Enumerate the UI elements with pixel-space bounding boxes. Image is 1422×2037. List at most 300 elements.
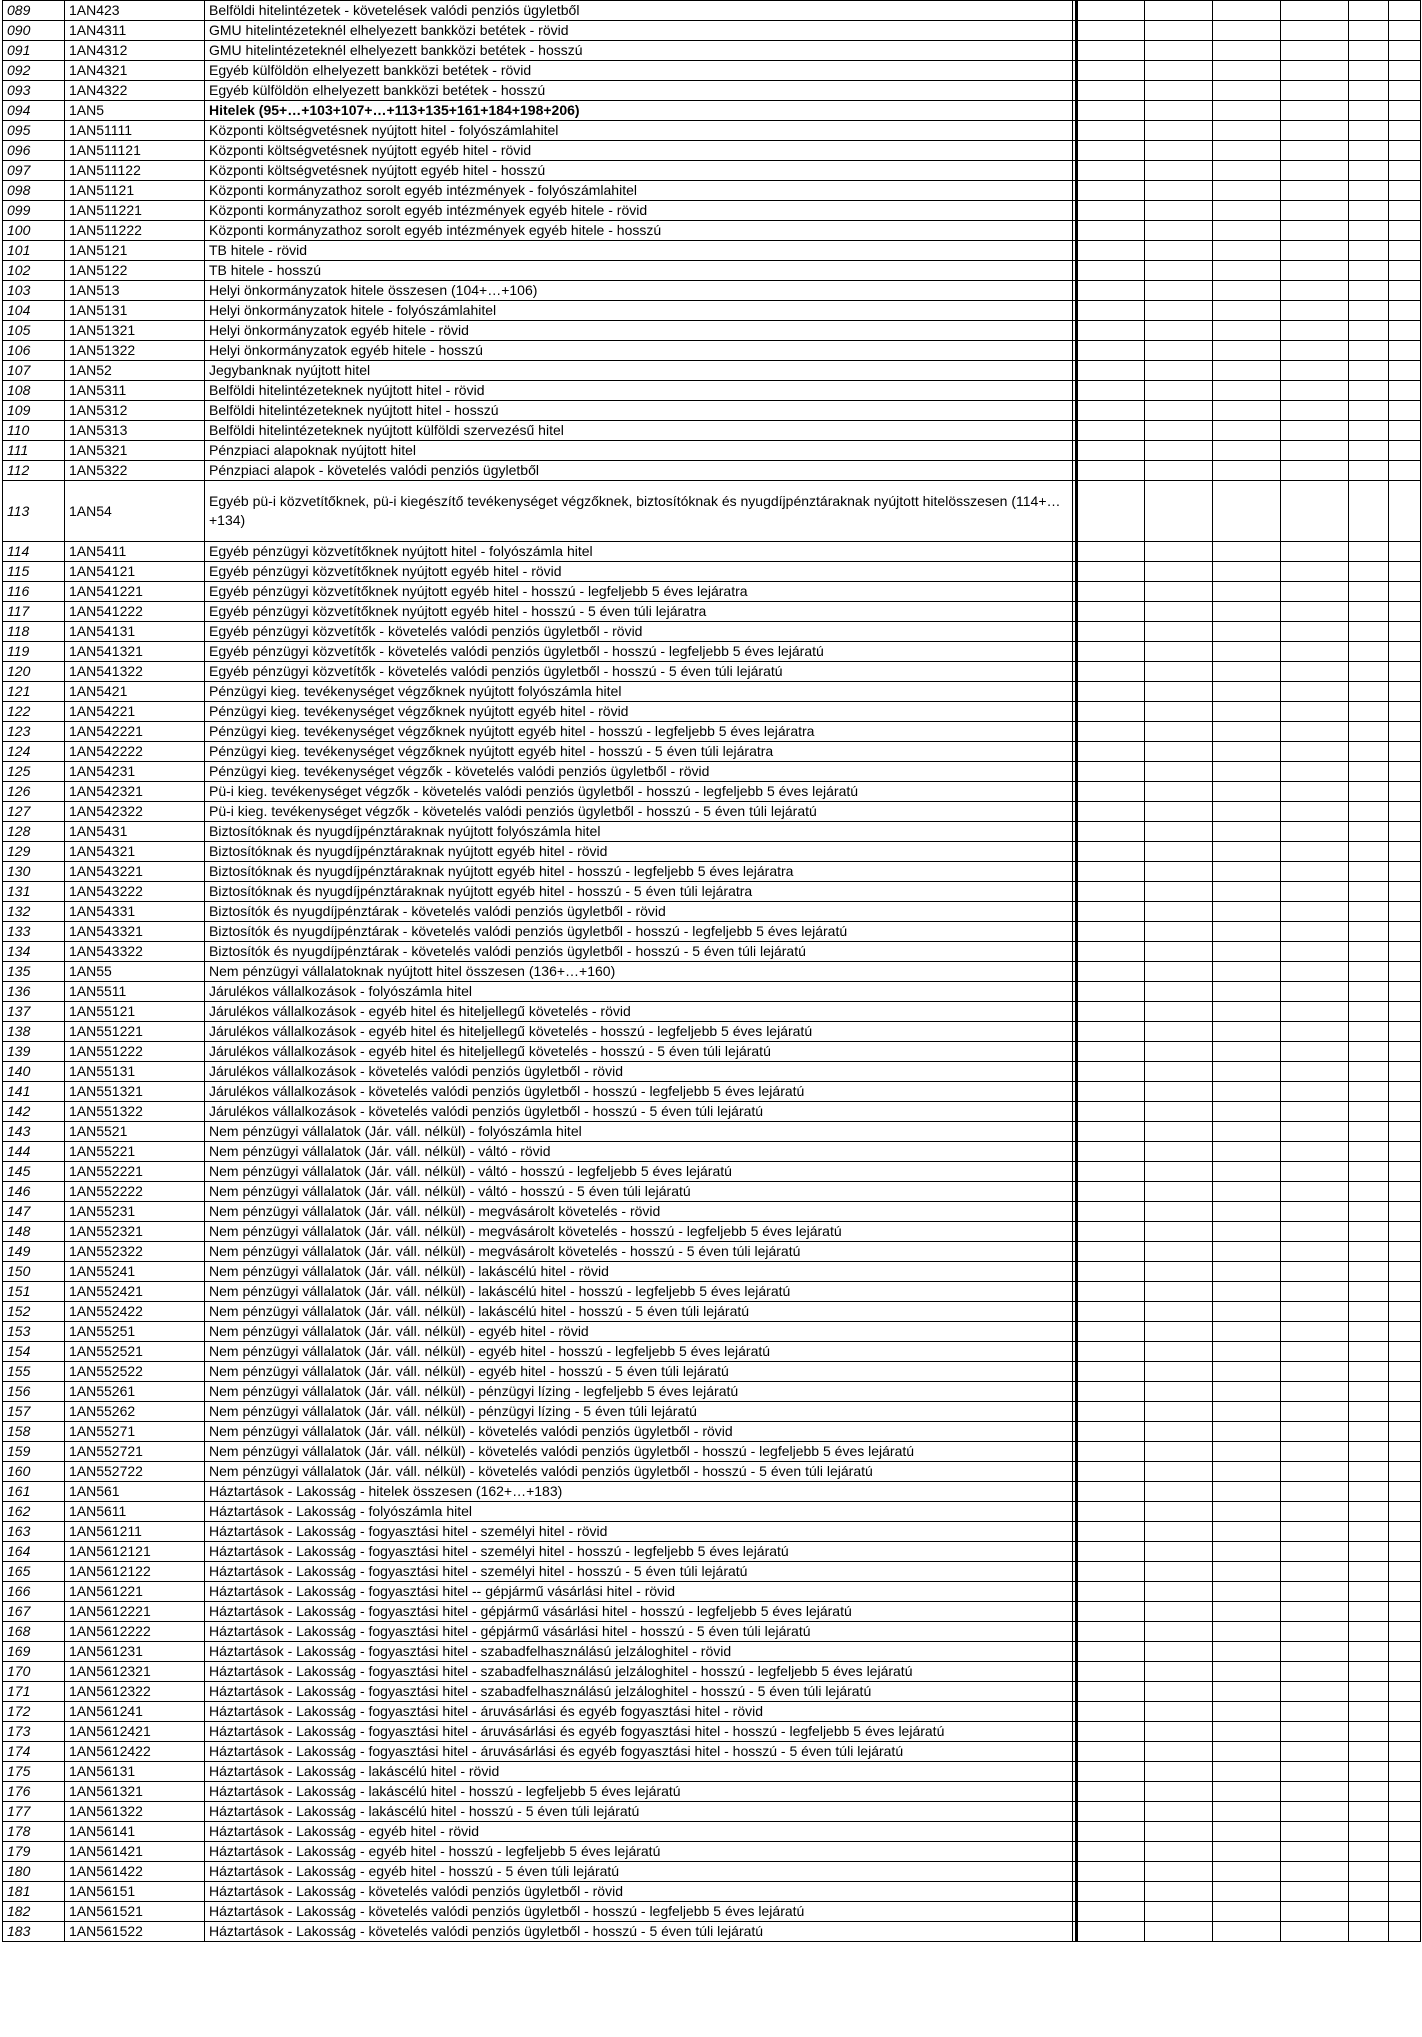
value-cell-1[interactable] bbox=[1077, 1262, 1145, 1282]
value-cell-6[interactable] bbox=[1389, 1262, 1421, 1282]
value-cell-6[interactable] bbox=[1389, 441, 1421, 461]
value-cell-2[interactable] bbox=[1145, 1042, 1213, 1062]
value-cell-4[interactable] bbox=[1281, 261, 1349, 281]
value-cell-4[interactable] bbox=[1281, 1542, 1349, 1562]
value-cell-4[interactable] bbox=[1281, 221, 1349, 241]
value-cell-4[interactable] bbox=[1281, 1162, 1349, 1182]
value-cell-3[interactable] bbox=[1213, 61, 1281, 81]
value-cell-6[interactable] bbox=[1389, 902, 1421, 922]
value-cell-3[interactable] bbox=[1213, 141, 1281, 161]
value-cell-3[interactable] bbox=[1213, 1902, 1281, 1922]
value-cell-1[interactable] bbox=[1077, 341, 1145, 361]
value-cell-6[interactable] bbox=[1389, 341, 1421, 361]
value-cell-5[interactable] bbox=[1349, 1842, 1389, 1862]
value-cell-3[interactable] bbox=[1213, 1682, 1281, 1702]
value-cell-3[interactable] bbox=[1213, 902, 1281, 922]
value-cell-6[interactable] bbox=[1389, 1502, 1421, 1522]
value-cell-4[interactable] bbox=[1281, 942, 1349, 962]
value-cell-6[interactable] bbox=[1389, 401, 1421, 421]
value-cell-3[interactable] bbox=[1213, 1282, 1281, 1302]
value-cell-6[interactable] bbox=[1389, 1, 1421, 21]
value-cell-3[interactable] bbox=[1213, 1102, 1281, 1122]
value-cell-1[interactable] bbox=[1077, 902, 1145, 922]
value-cell-5[interactable] bbox=[1349, 542, 1389, 562]
value-cell-6[interactable] bbox=[1389, 622, 1421, 642]
value-cell-1[interactable] bbox=[1077, 101, 1145, 121]
value-cell-1[interactable] bbox=[1077, 682, 1145, 702]
value-cell-4[interactable] bbox=[1281, 1442, 1349, 1462]
value-cell-5[interactable] bbox=[1349, 1862, 1389, 1882]
value-cell-2[interactable] bbox=[1145, 542, 1213, 562]
value-cell-3[interactable] bbox=[1213, 1622, 1281, 1642]
value-cell-6[interactable] bbox=[1389, 121, 1421, 141]
value-cell-1[interactable] bbox=[1077, 1782, 1145, 1802]
value-cell-2[interactable] bbox=[1145, 642, 1213, 662]
value-cell-3[interactable] bbox=[1213, 1062, 1281, 1082]
value-cell-3[interactable] bbox=[1213, 722, 1281, 742]
value-cell-4[interactable] bbox=[1281, 401, 1349, 421]
value-cell-2[interactable] bbox=[1145, 682, 1213, 702]
value-cell-6[interactable] bbox=[1389, 21, 1421, 41]
value-cell-4[interactable] bbox=[1281, 1202, 1349, 1222]
value-cell-1[interactable] bbox=[1077, 1322, 1145, 1342]
value-cell-1[interactable] bbox=[1077, 1822, 1145, 1842]
value-cell-2[interactable] bbox=[1145, 41, 1213, 61]
value-cell-2[interactable] bbox=[1145, 21, 1213, 41]
value-cell-2[interactable] bbox=[1145, 81, 1213, 101]
value-cell-6[interactable] bbox=[1389, 1902, 1421, 1922]
value-cell-1[interactable] bbox=[1077, 822, 1145, 842]
value-cell-1[interactable] bbox=[1077, 1222, 1145, 1242]
value-cell-5[interactable] bbox=[1349, 1142, 1389, 1162]
value-cell-1[interactable] bbox=[1077, 361, 1145, 381]
value-cell-1[interactable] bbox=[1077, 1682, 1145, 1702]
value-cell-2[interactable] bbox=[1145, 1202, 1213, 1222]
value-cell-4[interactable] bbox=[1281, 1462, 1349, 1482]
value-cell-5[interactable] bbox=[1349, 221, 1389, 241]
value-cell-5[interactable] bbox=[1349, 762, 1389, 782]
value-cell-4[interactable] bbox=[1281, 141, 1349, 161]
value-cell-5[interactable] bbox=[1349, 1622, 1389, 1642]
value-cell-1[interactable] bbox=[1077, 421, 1145, 441]
value-cell-4[interactable] bbox=[1281, 562, 1349, 582]
value-cell-3[interactable] bbox=[1213, 1802, 1281, 1822]
value-cell-4[interactable] bbox=[1281, 181, 1349, 201]
value-cell-6[interactable] bbox=[1389, 942, 1421, 962]
value-cell-4[interactable] bbox=[1281, 1422, 1349, 1442]
value-cell-5[interactable] bbox=[1349, 782, 1389, 802]
value-cell-4[interactable] bbox=[1281, 1682, 1349, 1702]
value-cell-1[interactable] bbox=[1077, 1022, 1145, 1042]
value-cell-5[interactable] bbox=[1349, 1542, 1389, 1562]
value-cell-5[interactable] bbox=[1349, 341, 1389, 361]
value-cell-5[interactable] bbox=[1349, 381, 1389, 401]
value-cell-1[interactable] bbox=[1077, 401, 1145, 421]
value-cell-2[interactable] bbox=[1145, 902, 1213, 922]
value-cell-1[interactable] bbox=[1077, 1082, 1145, 1102]
value-cell-3[interactable] bbox=[1213, 742, 1281, 762]
value-cell-2[interactable] bbox=[1145, 1902, 1213, 1922]
value-cell-2[interactable] bbox=[1145, 862, 1213, 882]
value-cell-5[interactable] bbox=[1349, 1442, 1389, 1462]
value-cell-2[interactable] bbox=[1145, 241, 1213, 261]
value-cell-1[interactable] bbox=[1077, 1382, 1145, 1402]
value-cell-2[interactable] bbox=[1145, 1462, 1213, 1482]
value-cell-2[interactable] bbox=[1145, 1482, 1213, 1502]
value-cell-2[interactable] bbox=[1145, 1122, 1213, 1142]
value-cell-3[interactable] bbox=[1213, 201, 1281, 221]
value-cell-1[interactable] bbox=[1077, 802, 1145, 822]
value-cell-3[interactable] bbox=[1213, 161, 1281, 181]
value-cell-1[interactable] bbox=[1077, 1042, 1145, 1062]
value-cell-2[interactable] bbox=[1145, 982, 1213, 1002]
value-cell-4[interactable] bbox=[1281, 682, 1349, 702]
value-cell-5[interactable] bbox=[1349, 1082, 1389, 1102]
value-cell-5[interactable] bbox=[1349, 281, 1389, 301]
value-cell-4[interactable] bbox=[1281, 622, 1349, 642]
value-cell-6[interactable] bbox=[1389, 842, 1421, 862]
value-cell-3[interactable] bbox=[1213, 261, 1281, 281]
value-cell-1[interactable] bbox=[1077, 562, 1145, 582]
value-cell-3[interactable] bbox=[1213, 762, 1281, 782]
value-cell-1[interactable] bbox=[1077, 481, 1145, 542]
value-cell-5[interactable] bbox=[1349, 1682, 1389, 1702]
value-cell-6[interactable] bbox=[1389, 1862, 1421, 1882]
value-cell-5[interactable] bbox=[1349, 1822, 1389, 1842]
value-cell-3[interactable] bbox=[1213, 1382, 1281, 1402]
value-cell-4[interactable] bbox=[1281, 1522, 1349, 1542]
value-cell-3[interactable] bbox=[1213, 101, 1281, 121]
value-cell-2[interactable] bbox=[1145, 1142, 1213, 1162]
value-cell-3[interactable] bbox=[1213, 381, 1281, 401]
value-cell-4[interactable] bbox=[1281, 201, 1349, 221]
value-cell-2[interactable] bbox=[1145, 1442, 1213, 1462]
value-cell-3[interactable] bbox=[1213, 1822, 1281, 1842]
value-cell-6[interactable] bbox=[1389, 1622, 1421, 1642]
value-cell-4[interactable] bbox=[1281, 922, 1349, 942]
value-cell-6[interactable] bbox=[1389, 982, 1421, 1002]
value-cell-4[interactable] bbox=[1281, 722, 1349, 742]
value-cell-3[interactable] bbox=[1213, 702, 1281, 722]
value-cell-1[interactable] bbox=[1077, 61, 1145, 81]
value-cell-3[interactable] bbox=[1213, 802, 1281, 822]
value-cell-6[interactable] bbox=[1389, 1602, 1421, 1622]
value-cell-4[interactable] bbox=[1281, 1662, 1349, 1682]
value-cell-4[interactable] bbox=[1281, 1002, 1349, 1022]
value-cell-2[interactable] bbox=[1145, 1402, 1213, 1422]
value-cell-4[interactable] bbox=[1281, 842, 1349, 862]
value-cell-2[interactable] bbox=[1145, 1342, 1213, 1362]
value-cell-3[interactable] bbox=[1213, 1842, 1281, 1862]
value-cell-1[interactable] bbox=[1077, 1102, 1145, 1122]
value-cell-2[interactable] bbox=[1145, 782, 1213, 802]
value-cell-6[interactable] bbox=[1389, 662, 1421, 682]
value-cell-6[interactable] bbox=[1389, 742, 1421, 762]
value-cell-3[interactable] bbox=[1213, 1462, 1281, 1482]
value-cell-6[interactable] bbox=[1389, 1282, 1421, 1302]
value-cell-4[interactable] bbox=[1281, 361, 1349, 381]
value-cell-1[interactable] bbox=[1077, 842, 1145, 862]
value-cell-4[interactable] bbox=[1281, 862, 1349, 882]
value-cell-1[interactable] bbox=[1077, 1842, 1145, 1862]
value-cell-5[interactable] bbox=[1349, 1202, 1389, 1222]
value-cell-6[interactable] bbox=[1389, 702, 1421, 722]
value-cell-6[interactable] bbox=[1389, 1242, 1421, 1262]
value-cell-4[interactable] bbox=[1281, 121, 1349, 141]
value-cell-5[interactable] bbox=[1349, 942, 1389, 962]
value-cell-5[interactable] bbox=[1349, 361, 1389, 381]
value-cell-2[interactable] bbox=[1145, 1882, 1213, 1902]
value-cell-2[interactable] bbox=[1145, 582, 1213, 602]
value-cell-2[interactable] bbox=[1145, 1522, 1213, 1542]
value-cell-5[interactable] bbox=[1349, 1222, 1389, 1242]
value-cell-2[interactable] bbox=[1145, 221, 1213, 241]
value-cell-6[interactable] bbox=[1389, 61, 1421, 81]
value-cell-5[interactable] bbox=[1349, 161, 1389, 181]
value-cell-1[interactable] bbox=[1077, 201, 1145, 221]
value-cell-4[interactable] bbox=[1281, 461, 1349, 481]
value-cell-1[interactable] bbox=[1077, 1562, 1145, 1582]
value-cell-4[interactable] bbox=[1281, 1502, 1349, 1522]
value-cell-6[interactable] bbox=[1389, 1882, 1421, 1902]
value-cell-6[interactable] bbox=[1389, 101, 1421, 121]
value-cell-2[interactable] bbox=[1145, 1922, 1213, 1942]
value-cell-5[interactable] bbox=[1349, 1302, 1389, 1322]
value-cell-5[interactable] bbox=[1349, 1102, 1389, 1122]
value-cell-6[interactable] bbox=[1389, 1202, 1421, 1222]
value-cell-6[interactable] bbox=[1389, 1642, 1421, 1662]
value-cell-2[interactable] bbox=[1145, 1022, 1213, 1042]
value-cell-6[interactable] bbox=[1389, 782, 1421, 802]
value-cell-6[interactable] bbox=[1389, 1362, 1421, 1382]
value-cell-2[interactable] bbox=[1145, 301, 1213, 321]
value-cell-1[interactable] bbox=[1077, 121, 1145, 141]
value-cell-3[interactable] bbox=[1213, 301, 1281, 321]
value-cell-4[interactable] bbox=[1281, 161, 1349, 181]
value-cell-1[interactable] bbox=[1077, 762, 1145, 782]
value-cell-5[interactable] bbox=[1349, 1162, 1389, 1182]
value-cell-3[interactable] bbox=[1213, 1662, 1281, 1682]
value-cell-5[interactable] bbox=[1349, 642, 1389, 662]
value-cell-5[interactable] bbox=[1349, 1702, 1389, 1722]
value-cell-3[interactable] bbox=[1213, 1482, 1281, 1502]
value-cell-5[interactable] bbox=[1349, 1882, 1389, 1902]
value-cell-6[interactable] bbox=[1389, 1482, 1421, 1502]
value-cell-4[interactable] bbox=[1281, 1102, 1349, 1122]
value-cell-2[interactable] bbox=[1145, 141, 1213, 161]
value-cell-4[interactable] bbox=[1281, 1622, 1349, 1642]
value-cell-4[interactable] bbox=[1281, 702, 1349, 722]
value-cell-6[interactable] bbox=[1389, 722, 1421, 742]
value-cell-5[interactable] bbox=[1349, 1042, 1389, 1062]
value-cell-6[interactable] bbox=[1389, 1422, 1421, 1442]
value-cell-5[interactable] bbox=[1349, 622, 1389, 642]
value-cell-5[interactable] bbox=[1349, 61, 1389, 81]
value-cell-1[interactable] bbox=[1077, 542, 1145, 562]
value-cell-5[interactable] bbox=[1349, 1482, 1389, 1502]
value-cell-3[interactable] bbox=[1213, 1202, 1281, 1222]
value-cell-2[interactable] bbox=[1145, 201, 1213, 221]
value-cell-1[interactable] bbox=[1077, 181, 1145, 201]
value-cell-5[interactable] bbox=[1349, 1762, 1389, 1782]
value-cell-5[interactable] bbox=[1349, 922, 1389, 942]
value-cell-5[interactable] bbox=[1349, 1402, 1389, 1422]
value-cell-1[interactable] bbox=[1077, 221, 1145, 241]
value-cell-1[interactable] bbox=[1077, 742, 1145, 762]
value-cell-1[interactable] bbox=[1077, 281, 1145, 301]
value-cell-4[interactable] bbox=[1281, 1742, 1349, 1762]
value-cell-2[interactable] bbox=[1145, 121, 1213, 141]
value-cell-3[interactable] bbox=[1213, 1562, 1281, 1582]
value-cell-4[interactable] bbox=[1281, 1722, 1349, 1742]
value-cell-2[interactable] bbox=[1145, 1282, 1213, 1302]
value-cell-2[interactable] bbox=[1145, 762, 1213, 782]
value-cell-4[interactable] bbox=[1281, 21, 1349, 41]
value-cell-1[interactable] bbox=[1077, 1, 1145, 21]
value-cell-4[interactable] bbox=[1281, 1402, 1349, 1422]
value-cell-5[interactable] bbox=[1349, 441, 1389, 461]
value-cell-1[interactable] bbox=[1077, 1242, 1145, 1262]
value-cell-4[interactable] bbox=[1281, 642, 1349, 662]
value-cell-4[interactable] bbox=[1281, 1642, 1349, 1662]
value-cell-3[interactable] bbox=[1213, 121, 1281, 141]
value-cell-4[interactable] bbox=[1281, 421, 1349, 441]
value-cell-6[interactable] bbox=[1389, 1342, 1421, 1362]
value-cell-4[interactable] bbox=[1281, 281, 1349, 301]
value-cell-3[interactable] bbox=[1213, 1722, 1281, 1742]
value-cell-4[interactable] bbox=[1281, 1362, 1349, 1382]
value-cell-2[interactable] bbox=[1145, 1822, 1213, 1842]
value-cell-5[interactable] bbox=[1349, 1362, 1389, 1382]
value-cell-1[interactable] bbox=[1077, 662, 1145, 682]
value-cell-5[interactable] bbox=[1349, 722, 1389, 742]
value-cell-5[interactable] bbox=[1349, 1602, 1389, 1622]
value-cell-3[interactable] bbox=[1213, 1602, 1281, 1622]
value-cell-6[interactable] bbox=[1389, 1222, 1421, 1242]
value-cell-5[interactable] bbox=[1349, 321, 1389, 341]
value-cell-3[interactable] bbox=[1213, 1542, 1281, 1562]
value-cell-1[interactable] bbox=[1077, 1802, 1145, 1822]
value-cell-2[interactable] bbox=[1145, 882, 1213, 902]
value-cell-1[interactable] bbox=[1077, 1062, 1145, 1082]
value-cell-4[interactable] bbox=[1281, 1822, 1349, 1842]
value-cell-4[interactable] bbox=[1281, 1242, 1349, 1262]
value-cell-1[interactable] bbox=[1077, 622, 1145, 642]
value-cell-1[interactable] bbox=[1077, 702, 1145, 722]
value-cell-1[interactable] bbox=[1077, 1402, 1145, 1422]
value-cell-1[interactable] bbox=[1077, 1582, 1145, 1602]
value-cell-4[interactable] bbox=[1281, 1302, 1349, 1322]
value-cell-1[interactable] bbox=[1077, 41, 1145, 61]
value-cell-4[interactable] bbox=[1281, 61, 1349, 81]
value-cell-1[interactable] bbox=[1077, 1922, 1145, 1942]
value-cell-2[interactable] bbox=[1145, 1062, 1213, 1082]
value-cell-1[interactable] bbox=[1077, 1142, 1145, 1162]
value-cell-3[interactable] bbox=[1213, 81, 1281, 101]
value-cell-2[interactable] bbox=[1145, 1622, 1213, 1642]
value-cell-5[interactable] bbox=[1349, 962, 1389, 982]
value-cell-3[interactable] bbox=[1213, 842, 1281, 862]
value-cell-1[interactable] bbox=[1077, 1282, 1145, 1302]
value-cell-4[interactable] bbox=[1281, 1022, 1349, 1042]
value-cell-5[interactable] bbox=[1349, 862, 1389, 882]
value-cell-3[interactable] bbox=[1213, 962, 1281, 982]
value-cell-5[interactable] bbox=[1349, 1642, 1389, 1662]
value-cell-5[interactable] bbox=[1349, 882, 1389, 902]
value-cell-1[interactable] bbox=[1077, 1622, 1145, 1642]
value-cell-6[interactable] bbox=[1389, 1382, 1421, 1402]
value-cell-4[interactable] bbox=[1281, 742, 1349, 762]
value-cell-2[interactable] bbox=[1145, 1502, 1213, 1522]
value-cell-6[interactable] bbox=[1389, 1122, 1421, 1142]
value-cell-4[interactable] bbox=[1281, 662, 1349, 682]
value-cell-2[interactable] bbox=[1145, 1702, 1213, 1722]
value-cell-6[interactable] bbox=[1389, 1842, 1421, 1862]
value-cell-2[interactable] bbox=[1145, 1542, 1213, 1562]
value-cell-5[interactable] bbox=[1349, 1742, 1389, 1762]
value-cell-3[interactable] bbox=[1213, 221, 1281, 241]
value-cell-5[interactable] bbox=[1349, 822, 1389, 842]
value-cell-1[interactable] bbox=[1077, 381, 1145, 401]
value-cell-3[interactable] bbox=[1213, 401, 1281, 421]
value-cell-5[interactable] bbox=[1349, 121, 1389, 141]
value-cell-4[interactable] bbox=[1281, 441, 1349, 461]
value-cell-5[interactable] bbox=[1349, 1342, 1389, 1362]
value-cell-5[interactable] bbox=[1349, 602, 1389, 622]
value-cell-1[interactable] bbox=[1077, 862, 1145, 882]
value-cell-4[interactable] bbox=[1281, 381, 1349, 401]
value-cell-1[interactable] bbox=[1077, 1182, 1145, 1202]
value-cell-4[interactable] bbox=[1281, 321, 1349, 341]
value-cell-2[interactable] bbox=[1145, 1582, 1213, 1602]
value-cell-5[interactable] bbox=[1349, 1922, 1389, 1942]
value-cell-5[interactable] bbox=[1349, 902, 1389, 922]
value-cell-4[interactable] bbox=[1281, 1782, 1349, 1802]
value-cell-2[interactable] bbox=[1145, 101, 1213, 121]
value-cell-4[interactable] bbox=[1281, 982, 1349, 1002]
value-cell-4[interactable] bbox=[1281, 101, 1349, 121]
value-cell-6[interactable] bbox=[1389, 1082, 1421, 1102]
value-cell-1[interactable] bbox=[1077, 1602, 1145, 1622]
value-cell-2[interactable] bbox=[1145, 1362, 1213, 1382]
value-cell-6[interactable] bbox=[1389, 381, 1421, 401]
value-cell-2[interactable] bbox=[1145, 1102, 1213, 1122]
value-cell-2[interactable] bbox=[1145, 1802, 1213, 1822]
value-cell-3[interactable] bbox=[1213, 1, 1281, 21]
value-cell-4[interactable] bbox=[1281, 81, 1349, 101]
value-cell-3[interactable] bbox=[1213, 1782, 1281, 1802]
value-cell-6[interactable] bbox=[1389, 1782, 1421, 1802]
value-cell-6[interactable] bbox=[1389, 421, 1421, 441]
value-cell-6[interactable] bbox=[1389, 221, 1421, 241]
value-cell-5[interactable] bbox=[1349, 1002, 1389, 1022]
value-cell-2[interactable] bbox=[1145, 261, 1213, 281]
value-cell-4[interactable] bbox=[1281, 1562, 1349, 1582]
value-cell-3[interactable] bbox=[1213, 942, 1281, 962]
value-cell-4[interactable] bbox=[1281, 1602, 1349, 1622]
value-cell-6[interactable] bbox=[1389, 642, 1421, 662]
value-cell-2[interactable] bbox=[1145, 1782, 1213, 1802]
value-cell-6[interactable] bbox=[1389, 261, 1421, 281]
value-cell-1[interactable] bbox=[1077, 1502, 1145, 1522]
value-cell-4[interactable] bbox=[1281, 1482, 1349, 1502]
value-cell-6[interactable] bbox=[1389, 1042, 1421, 1062]
value-cell-3[interactable] bbox=[1213, 41, 1281, 61]
value-cell-3[interactable] bbox=[1213, 1702, 1281, 1722]
value-cell-3[interactable] bbox=[1213, 922, 1281, 942]
value-cell-3[interactable] bbox=[1213, 1002, 1281, 1022]
value-cell-4[interactable] bbox=[1281, 1182, 1349, 1202]
